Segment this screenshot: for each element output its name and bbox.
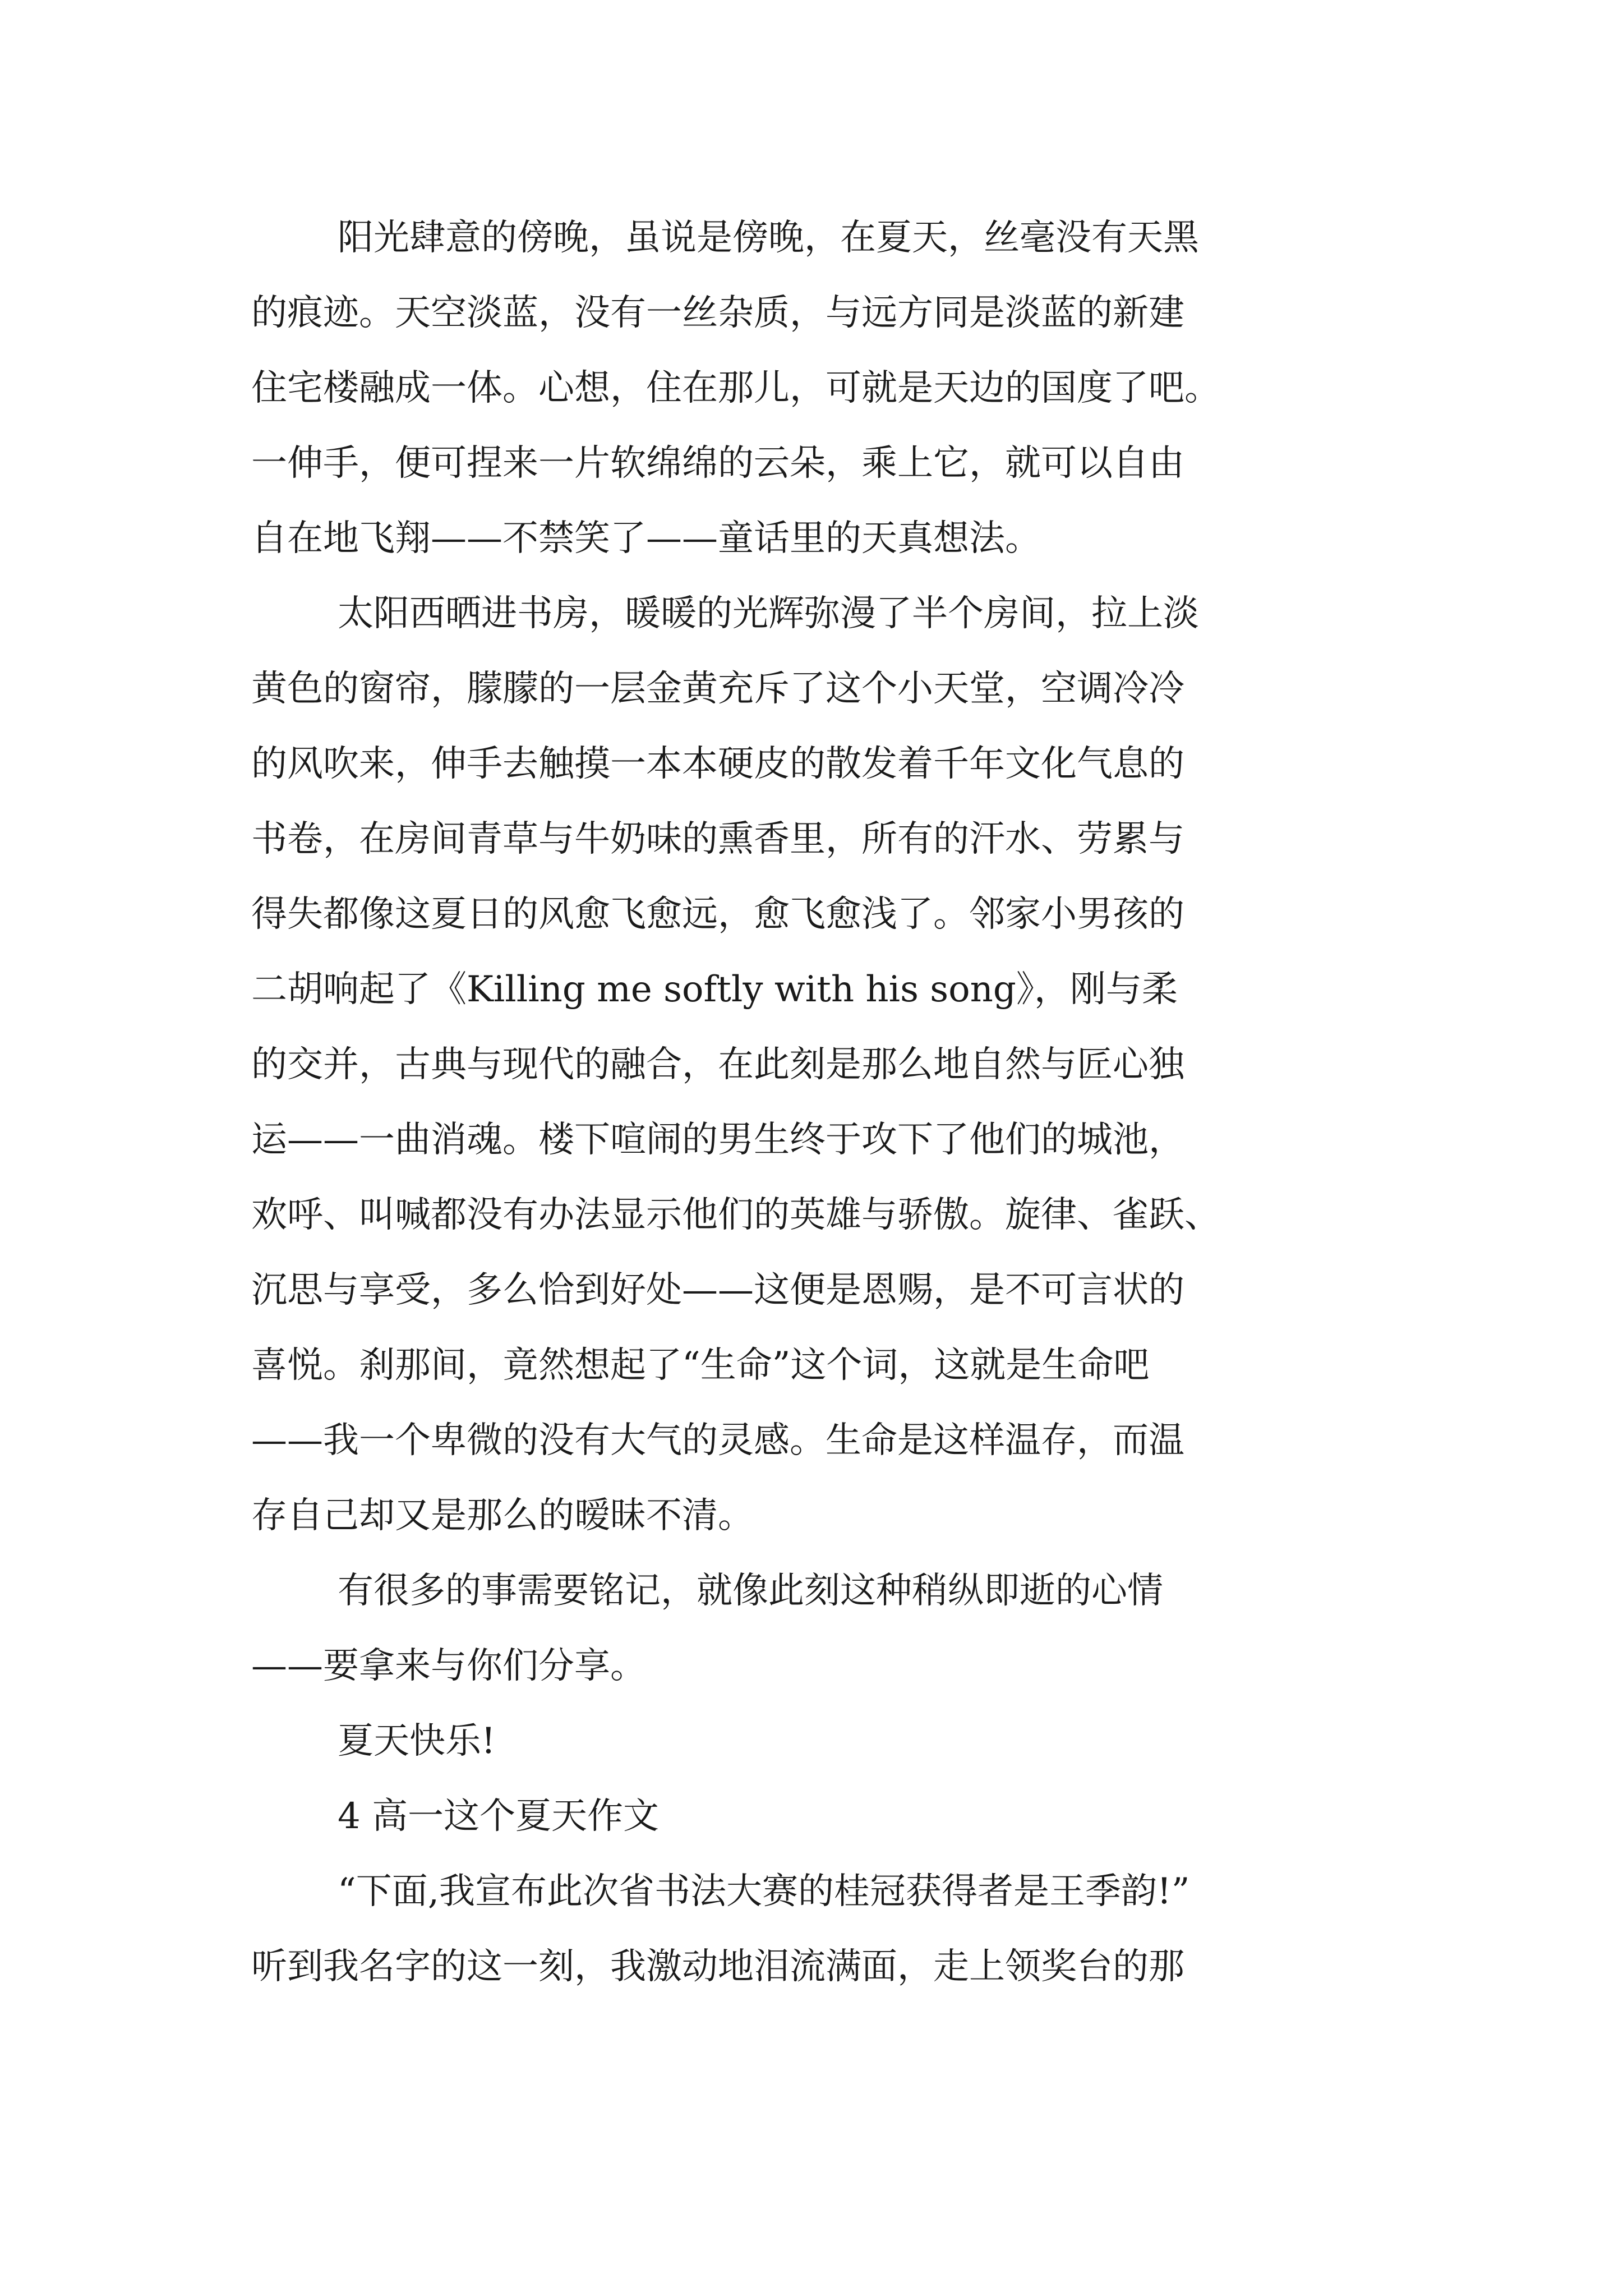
text-line: 运——一曲消魂。楼下喧闹的男生终于攻下了他们的城池，	[251, 1119, 1184, 1161]
text-line: 一伸手，便可捏来一片软绵绵的云朵，乘上它，就可以自由	[251, 443, 1184, 484]
text-line: 的痕迹。天空淡蓝，没有一丝杂质，与远方同是淡蓝的新建	[251, 292, 1184, 334]
text-line: 喜悦。刹那间，竟然想起了“生命”这个词，这就是生命吧	[251, 1345, 1150, 1386]
text-line: 沉思与享受，多么恰到好处——这便是恩赐，是不可言状的	[251, 1269, 1184, 1311]
text-line: 黄色的窗帘，朦朦的一层金黄充斥了这个小天堂，空调冷冷	[251, 668, 1184, 710]
text-line: 住宅楼融成一体。心想，住在那儿，可就是天边的国度了吧。	[251, 367, 1220, 409]
text-line: 的交并，古典与现代的融合，在此刻是那么地自然与匠心独	[251, 1044, 1184, 1085]
section-heading: 4 高一这个夏天作文	[338, 1796, 660, 1837]
text-line: 阳光肆意的傍晚，虽说是傍晚，在夏天，丝毫没有天黑	[338, 217, 1199, 259]
text-line: ——要拿来与你们分享。	[251, 1645, 646, 1687]
text-line: ——我一个卑微的没有大气的灵感。生命是这样温存，而温	[251, 1420, 1184, 1461]
text-line: 存自己却又是那么的暧昧不清。	[251, 1495, 754, 1536]
text-line: 的风吹来，伸手去触摸一本本硬皮的散发着千年文化气息的	[251, 743, 1184, 785]
text-line: 得失都像这夏日的风愈飞愈远，愈飞愈浅了。邻家小男孩的	[251, 894, 1184, 935]
text-line: 夏天快乐!	[338, 1720, 496, 1762]
text-line: 欢呼、叫喊都没有办法显示他们的英雄与骄傲。旋律、雀跃、	[251, 1194, 1220, 1236]
text-line: 太阳西晒进书房，暖暖的光辉弥漫了半个房间，拉上淡	[338, 593, 1199, 634]
text-line: 有很多的事需要铭记，就像此刻这种稍纵即逝的心情	[338, 1570, 1163, 1612]
text-line: 二胡响起了《Killing me softly with his song》，刚与柔	[251, 969, 1178, 1010]
text-line: 书卷，在房间青草与牛奶味的熏香里，所有的汗水、劳累与	[251, 818, 1184, 860]
text-line: 听到我名字的这一刻，我激动地泪流满面，走上领奖台的那	[251, 1946, 1184, 1987]
text-line: 自在地飞翔——不禁笑了——童话里的天真想法。	[251, 518, 1041, 559]
text-line: “下面,我宣布此次省书法大赛的桂冠获得者是王季韵!”	[338, 1871, 1190, 1912]
